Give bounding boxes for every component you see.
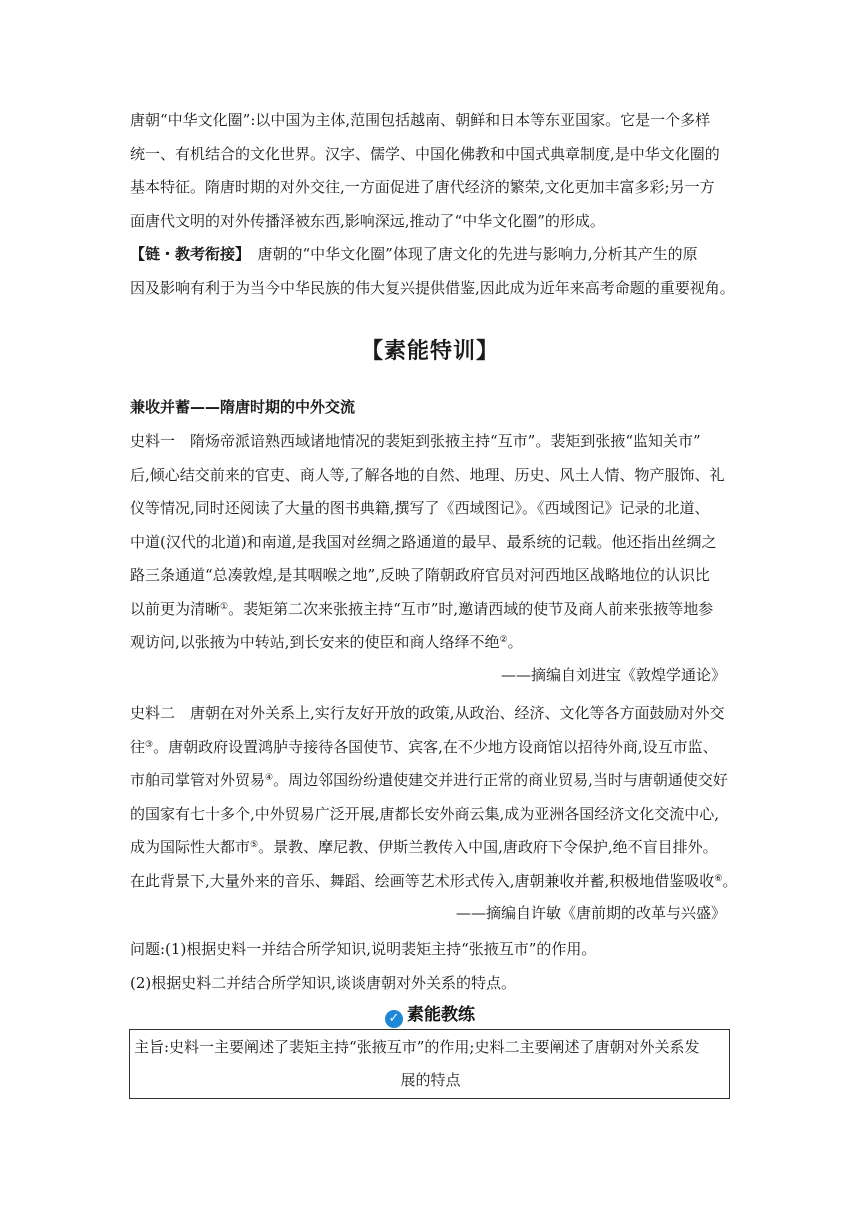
text-run: 以前更为清晰 [130,599,221,618]
link-line: 因及影响有利于为当今中华民族的伟大复兴提供借鉴,因此成为近年来高考命题的重要视角。 [130,278,735,297]
material-line: 的国家有七十多个,中外贸易广泛开展,唐都长安外商云集,成为亚洲各国经济文化交流中心, [130,804,720,823]
text-run: 市舶司掌管对外贸易 [130,771,266,789]
material-line: 史料二 唐朝在对外关系上,实行友好开放的政策,从政治、经济、文化等各方面鼓励对外交 [130,704,725,722]
summary-line: 展的特点 [400,1071,461,1089]
material-line [130,764,730,798]
footnote-marker: ② [499,635,508,645]
footnote-marker: ⑤ [250,840,259,850]
material-line [130,865,738,899]
footnote-marker: ⑥ [714,873,723,884]
intro-line: 面唐代文明的对外传播泽被东西,影响深远,推动了“中华文化圈”的形成。 [130,211,605,230]
link-label: 【链・教考衔接】 [130,245,243,263]
material-one [130,425,730,660]
questions [130,933,730,1000]
section-title: 【素能特训】 [360,339,499,364]
intro-paragraph [130,104,730,238]
material-two-source: ——摘编自许敏《唐前期的改革与兴盛》 [455,904,726,922]
footnote-marker: ① [220,601,229,612]
footnote-marker: ③ [145,739,154,750]
summary-line: 主旨:史料一主要阐述了裴矩主持“张掖互市”的作用;史料二主要阐述了唐朝对外关系发 [134,1038,700,1056]
summary-box [129,1029,730,1099]
material-one-source: ——摘编自刘进宝《敦煌学通论》 [500,666,726,684]
material-line: 仪等情况,同时还阅读了大量的图书典籍,撰写了《西域图记》。《西域图记》记录的北道、 [130,499,710,517]
intro-line: 基本特征。隋唐时期的对外交往,一方面促进了唐代经济的繁荣,文化更加丰富多彩;另一方 [130,178,715,196]
material-line: 史料一 隋炀帝派谙熟西域诸地情况的裴矩到张掖主持“互市”。裴矩到张掖“监知关市” [130,432,701,450]
material-two [130,697,738,898]
material-line: 路三条通道“总凑敦煌,是其咽喉之地”,反映了隋朝政府官员对河西地区战略地位的认识比 [130,566,710,584]
question-1: 问题:(1)根据史料一并结合所学知识,说明裴矩主持“张掖互市”的作用。 [130,940,597,958]
text-run: 成为国际性大都市 [130,838,251,856]
text-run: 。 [507,633,523,651]
intro-line: 唐朝“中华文化圈”:以中国为主体,范围包括越南、朝鲜和日本等东亚国家。它是一个多样 [130,111,711,129]
text-run: 。裴矩第二次来张掖主持“互市”时,邀请西域的使节及商人前来张掖等地参 [228,599,714,618]
sub-title: 兼收并蓄——隋唐时期的中外交流 [130,398,356,416]
link-paragraph [130,238,735,305]
link-text: 唐朝的“中华文化圈”体现了唐文化的先进与影响力,分析其产生的原 [242,245,698,263]
material-line [130,731,730,765]
material-line [130,626,730,660]
intro-line: 统一、有机结合的文化世界。汉字、儒学、中国化佛教和中国式典章制度,是中华文化圈的 [130,144,720,163]
material-line: 中道(汉代的北道)和南道,是我国对丝绸之路通道的最早、最系统的记载。他还指出丝绸之 [130,532,717,551]
practice-heading [0,1000,860,1028]
material-line [130,593,730,627]
text-run: 观访问,以张掖为中转站,到长安来的使臣和商人络绎不绝 [130,633,500,651]
text-run: 往 [130,737,146,756]
text-run: 。周边邻国纷纷遣使建交并进行正常的商业贸易,当时与唐朝通使交好 [273,771,728,789]
material-line: 后,倾心结交前来的官吏、商人等,了解各地的自然、地理、历史、风土人情、物产服饰、礼 [130,465,725,484]
link-line [130,238,730,272]
material-line [130,831,730,865]
text-run: 。 [722,871,738,890]
text-run: 。唐朝政府设置鸿胪寺接待各国使节、宾客,在不少地方设商馆以招待外商,设互市监、 [153,737,718,756]
text-run: 在此背景下,大量外来的音乐、舞蹈、绘画等艺术形式传入,唐朝兼收并蓄,积极地借鉴吸收 [130,871,715,890]
text-run: 。景教、摩尼教、伊斯兰教传入中国,唐政府下令保护,绝不盲目排外。 [258,838,718,856]
check-circle-icon: ✓ [385,1010,403,1028]
practice-title: 素能教练 [407,1005,475,1025]
question-2: (2)根据史料二并结合所学知识,谈谈唐朝对外关系的特点。 [130,973,517,992]
footnote-marker: ④ [265,773,274,783]
